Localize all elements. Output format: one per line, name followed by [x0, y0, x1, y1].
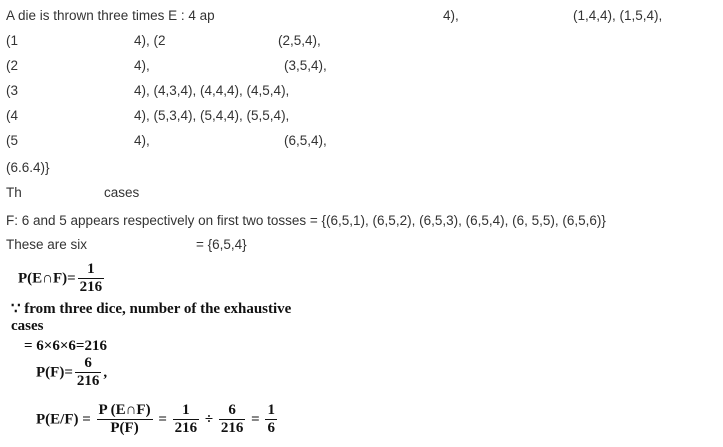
text-line-6a: (5	[6, 133, 19, 148]
fraction-denominator: 216	[220, 420, 244, 436]
total-cases-line: = 6×6×6=216	[24, 338, 107, 354]
text-line-6c: (6,5,4),	[284, 133, 327, 148]
eq-conditional-probability	[36, 402, 279, 437]
text-line-3a: (2	[6, 58, 19, 73]
text-line-4a: (3	[6, 83, 19, 98]
text-line-2a: (1	[6, 33, 19, 48]
text-line-5b: 4), (5,3,4), (5,4,4), (5,5,4),	[134, 108, 290, 123]
fraction-numerator: 1	[87, 261, 95, 277]
eq-p-e-and-f	[18, 261, 106, 296]
fraction-denominator: 216	[76, 373, 100, 389]
text-line-8a: Th	[6, 185, 22, 200]
text-line-4b: 4), (4,3,4), (4,4,4), (4,5,4),	[134, 83, 290, 98]
text-line-6b: 4),	[134, 133, 150, 148]
text-line-3c: (3,5,4),	[284, 58, 327, 73]
fraction-pef-over-pf	[97, 402, 153, 437]
eq-final-lhs: P(E/F) =	[36, 411, 91, 428]
text-line-1a: A die is thrown three times E : 4 ap	[6, 8, 215, 23]
text-line-10a: These are six	[6, 237, 88, 252]
fraction-1-over-6	[265, 402, 277, 437]
text-line-9: F: 6 and 5 appears respectively on first two tosses = {(6,5,1), (6,5,2), (6,5,3), (6,5,4), (6, 5,5), (6,5,6)}	[6, 213, 606, 228]
fraction-1-over-216-b	[173, 402, 200, 437]
cases-word: cases	[11, 318, 44, 334]
text-line-8b: cases	[104, 185, 140, 200]
equals-sign: =	[251, 411, 260, 428]
eq-p-f	[36, 355, 107, 390]
eq-p-f-lhs: P(F)=	[36, 364, 73, 381]
fraction-denominator: 216	[174, 420, 198, 436]
fraction-denominator: 6	[267, 420, 275, 436]
fraction-numerator: 6	[84, 355, 92, 371]
text-line-3b: 4),	[134, 58, 150, 73]
fraction-numerator: 6	[228, 402, 236, 418]
fraction-6-over-216-b	[219, 402, 246, 437]
fraction-denominator: P(F)	[97, 419, 153, 437]
eq-p-e-and-f-lhs: P(E∩F)=	[18, 270, 76, 287]
fraction-numerator: 1	[182, 402, 190, 418]
fraction-1-over-216	[78, 261, 105, 296]
text-line-5a: (4	[6, 108, 19, 123]
comma: ,	[103, 364, 108, 381]
fraction-numerator: P (E∩F)	[98, 402, 151, 418]
text-line-1c: (1,4,4), (1,5,4),	[573, 8, 663, 23]
fraction-numerator: 1	[267, 402, 275, 418]
fraction-denominator: 216	[79, 279, 103, 295]
text-line-2c: (2,5,4),	[278, 33, 321, 48]
because-line: ∵ from three dice, number of the exhaustive	[11, 301, 292, 317]
divide-sign: ÷	[204, 411, 214, 428]
text-line-1b: 4),	[443, 8, 459, 23]
text-line-10b: = {6,5,4}	[196, 237, 247, 252]
text-line-7: (6.6.4)}	[6, 160, 50, 175]
fraction-6-over-216	[75, 355, 102, 390]
text-line-2b: 4), (2	[134, 33, 166, 48]
equals-sign: =	[158, 411, 167, 428]
